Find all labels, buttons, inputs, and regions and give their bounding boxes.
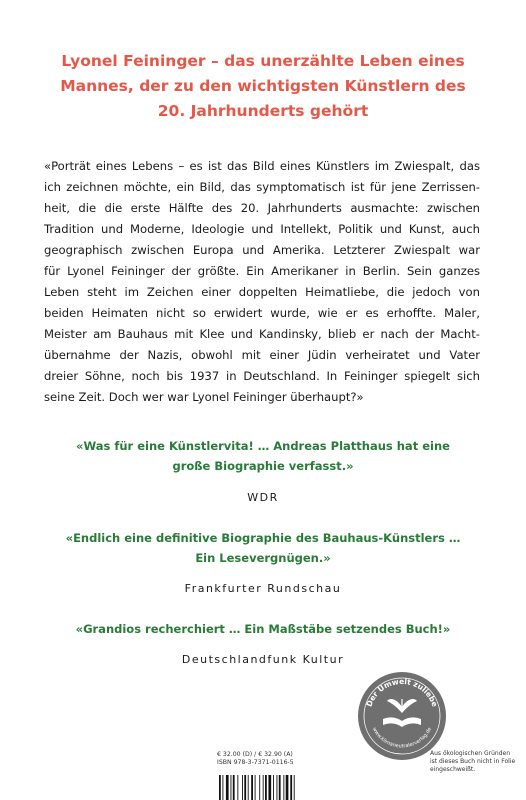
intro-line: heit, die die erste Hälfte des 20. Jahrhunderts ausmachte: zwischen bbox=[44, 201, 480, 215]
eco-note-line: ist dieses Buch nicht in Folie bbox=[430, 758, 516, 765]
intro-line: beiden Heimaten nicht so erwidert wurde, wie er es erhoffte. Maler, bbox=[44, 306, 480, 320]
isbn-line: ISBN 978-3-7371-0116-5 bbox=[217, 759, 294, 766]
headline bbox=[40, 49, 486, 124]
headline-line: Mannes, der zu den wichtigsten Künstlern des bbox=[60, 77, 466, 95]
headline-line: Lyonel Feininger – das unerzählte Leben eines bbox=[61, 52, 465, 70]
intro-line: dreier Söhne, noch bis 1937 in Deutschland. In Feininger spiegelt sich bbox=[44, 369, 480, 383]
intro-line: Tradition und Moderne, Ideologie und Intellekt, Politik und Kunst, auch bbox=[44, 222, 480, 236]
quote-deutschlandfunk bbox=[40, 619, 486, 639]
quote-source-wdr: WDR bbox=[247, 491, 279, 504]
seal-url-text: www.klimaneutralerverlag.de bbox=[370, 726, 434, 750]
climate-neutral-seal bbox=[357, 671, 447, 761]
quote-frankfurter-rundschau bbox=[40, 528, 486, 568]
eco-note bbox=[430, 750, 516, 774]
quote-source-deutschlandfunk: Deutschlandfunk Kultur bbox=[181, 653, 345, 666]
intro-line: übernahme der Nazis, obwohl mit einer Jüdin verheiratet und Vater bbox=[44, 348, 480, 362]
price-line: € 32.00 (D) / € 32.90 (A) bbox=[217, 751, 293, 758]
quote-line: «Endlich eine definitive Biographie des Bauhaus-Künstlers … bbox=[65, 531, 461, 545]
headline-line: 20. Jahrhunderts gehört bbox=[157, 102, 369, 120]
quote-line: «Grandios recherchiert … Ein Maßstäbe setzendes Buch!» bbox=[75, 622, 451, 636]
price-isbn-block bbox=[217, 751, 294, 767]
intro-line: ich zeichnen möchte, ein Bild, das symptomatisch ist für jene Zerrissen- bbox=[44, 180, 480, 194]
intro-line: seine Zeit. Doch wer war Lyonel Feininger überhaupt?» bbox=[44, 390, 364, 404]
quote-line: große Biographie verfasst.» bbox=[172, 459, 354, 473]
intro-line: Leben steht im Zeichen einer doppelten Heimatliebe, die jedoch von bbox=[44, 285, 480, 299]
quote-line: Ein Lesevergnügen.» bbox=[195, 551, 331, 565]
intro-line: Meister am Bauhaus mit Klee und Kandinsky, blieb er nach der Macht- bbox=[44, 327, 480, 341]
seal-arc-text: Der Umwelt zuliebe bbox=[364, 676, 440, 709]
intro-line: geographisch zwischen Europa und Amerika. Letzterer Zwiespalt war bbox=[44, 243, 480, 257]
intro-line: «Porträt eines Lebens – es ist das Bild eines Künstlers im Zwiespalt, das bbox=[44, 159, 480, 173]
intro-line: für Lyonel Feininger der größte. Ein Amerikaner in Berlin. Sein ganzes bbox=[44, 264, 480, 278]
quote-line: «Was für eine Künstlervita! … Andreas Platthaus hat eine bbox=[76, 439, 450, 453]
eco-note-line: eingeschweißt. bbox=[430, 766, 476, 773]
barcode bbox=[217, 775, 327, 800]
intro-blurb bbox=[44, 156, 480, 408]
eco-note-line: Aus ökologischen Gründen bbox=[430, 750, 511, 757]
quote-source-frankfurter-rundschau: Frankfurter Rundschau bbox=[184, 582, 342, 595]
quote-wdr bbox=[40, 436, 486, 476]
